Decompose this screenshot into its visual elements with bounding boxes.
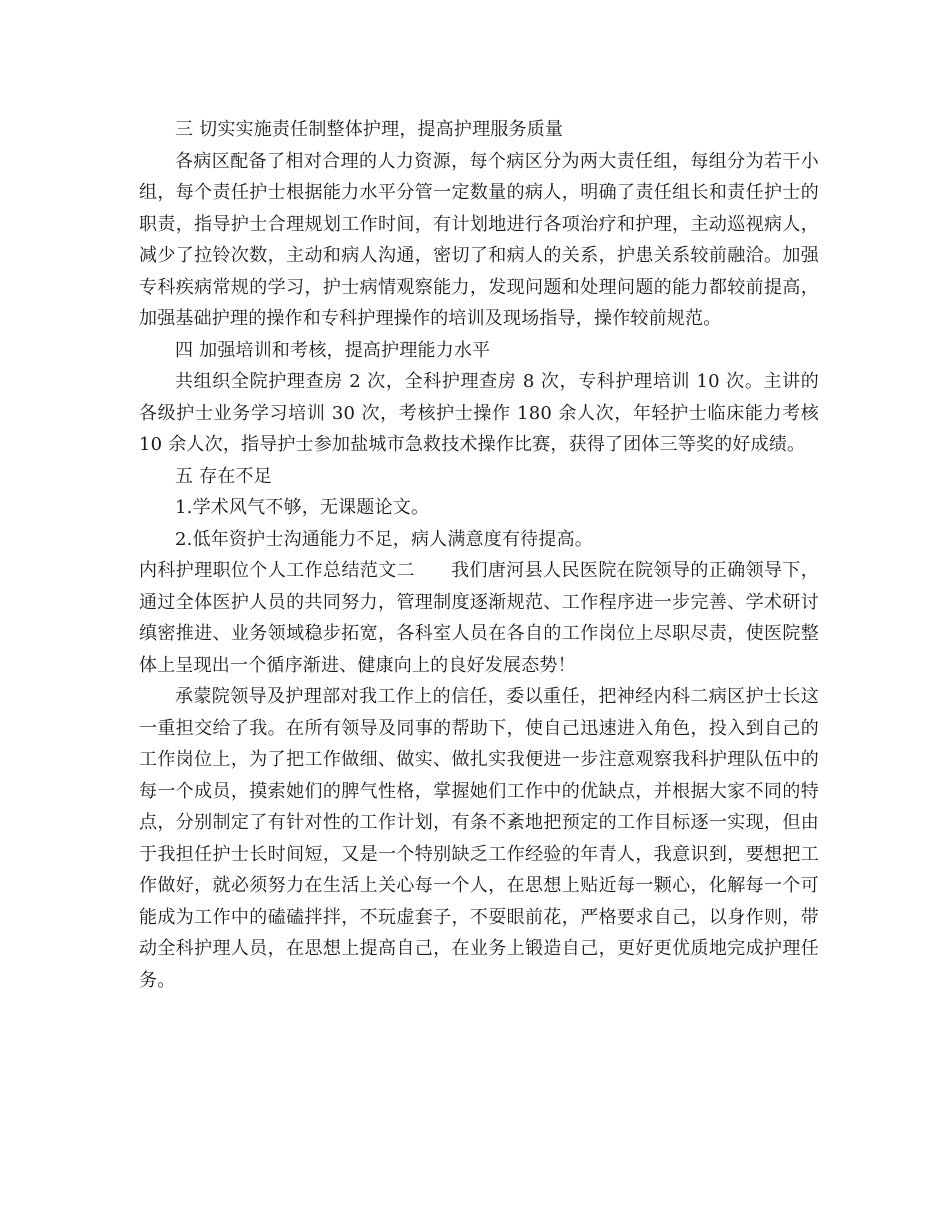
section-3-heading: 三 切实实施责任制整体护理，提高护理服务质量 <box>175 119 564 140</box>
section-5-heading: 五 存在不足 <box>175 465 272 487</box>
doc2-title: 内科护理职位个人工作总结范文二 <box>139 560 416 581</box>
doc2-intro: 我们唐河县人民医院在院领导的正确领导下，通过全体医护人员的共同努力，管理制度逐渐规范、工作程序进一步完善、学术研讨缜密推进、业务领域稳步拓宽，各科室人员在各自的工作岗位上尽职尽责，使医院整体上呈现出一个循序渐进、健康向上的良好发展态势！ <box>139 560 820 676</box>
doc2-title-line <box>139 555 819 681</box>
section-4-heading: 四 加强培训和考核，提高护理能力水平 <box>175 339 491 361</box>
document-body <box>139 114 819 996</box>
doc2-paragraph-2: 承蒙院领导及护理部对我工作上的信任，委以重任，把神经内科二病区护士长这一重担交给了我。在所有领导及同事的帮助下，使自己迅速进入角色，投入到自己的工作岗位上，为了把工作做细、做实、做扎实我便进一步注意观察我科护理队伍中的每一个成员，摸索她们的脾气性格，掌握她们工作中的优缺点，并根据大家不同的特点，分别制定了有针对性的工作计划，有条不紊地把预定的工作目标逐一实现，但由于我担任护士长时间短，又是一个特别缺乏工作经验的年青人，我意识到，要想把工作做好，就必须努力在生活上关心每一个人，在思想上贴近每一颗心，化解每一个可能成为工作中的磕磕拌拌，不玩虚套子，不耍眼前花，严格要求自己，以身作则，带动全科护理人员，在思想上提高自己，在业务上锻造自己，更好更优质地完成护理任务。 <box>139 686 819 991</box>
shortcoming-item-2: 2.低年资护士沟通能力不足，病人满意度有待提高。 <box>175 528 593 550</box>
section-4-paragraph: 共组织全院护理查房 2 次，全科护理查房 8 次，专科护理培训 10 次。主讲的各级护士业务学习培训 30 次，考核护士操作 180 余人次，年轻护士临床能力考核 10 余人次，指导护士参加盐城市急救技术操作比赛，获得了团体三等奖的好成绩。 <box>139 371 819 455</box>
section-3-paragraph: 各病区配备了相对合理的人力资源，每个病区分为两大责任组，每组分为若干小组，每个责任护士根据能力水平分管一定数量的病人，明确了责任组长和责任护士的职责，指导护士合理规划工作时间，有计划地进行各项治疗和护理，主动巡视病人，减少了拉铃次数，主动和病人沟通，密切了和病人的关系，护患关系较前融洽。加强专科疾病常规的学习，护士病情观察能力，发现问题和处理问题的能力都较前提高，加强基础护理的操作和专科护理操作的培训及现场指导，操作较前规范。 <box>139 150 819 329</box>
shortcoming-item-1: 1.学术风气不够，无课题论文。 <box>175 497 430 518</box>
